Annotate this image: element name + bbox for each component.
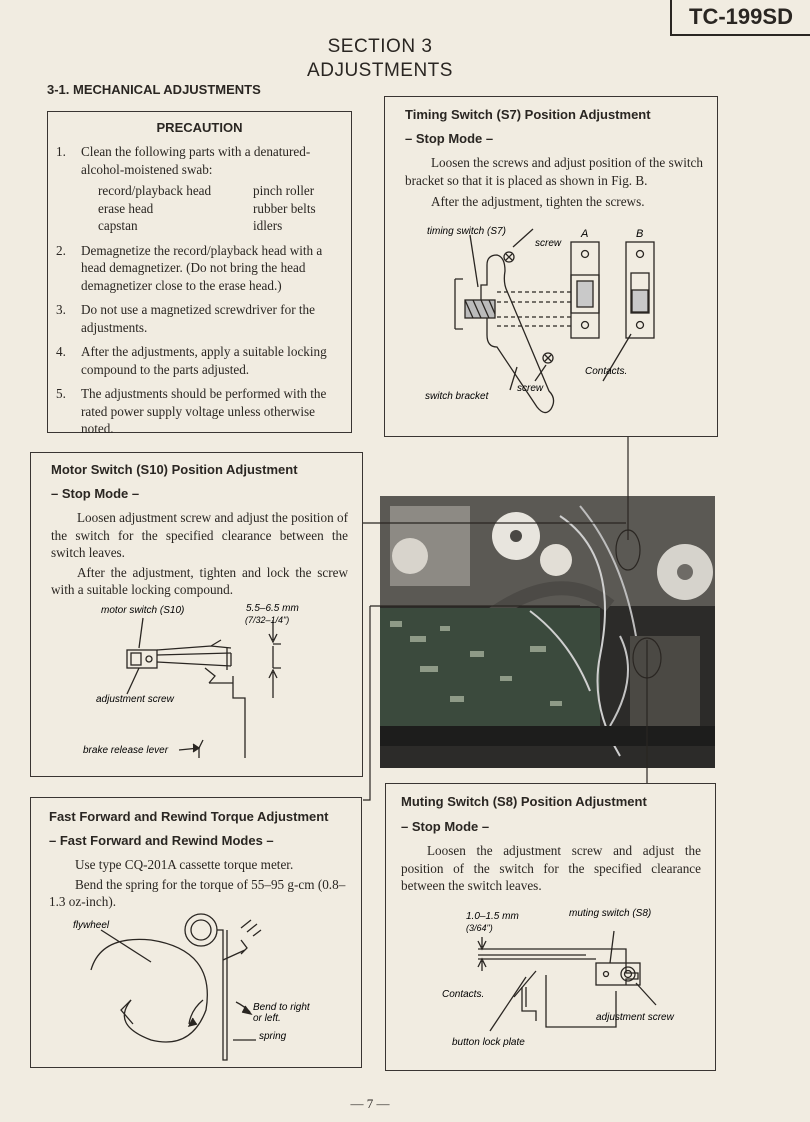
motor-title: Motor Switch (S10) Position Adjustment <box>51 462 298 477</box>
muting-contacts-label: Contacts. <box>442 989 485 1000</box>
muting-title: Muting Switch (S8) Position Adjustment <box>401 794 647 809</box>
muting-clearance-inches: (3/64") <box>466 923 493 933</box>
timing-switch-label: timing switch (S7) <box>427 226 506 237</box>
timing-mode: – Stop Mode – <box>405 131 494 146</box>
motor-clearance-inches: (7/32–1/4") <box>245 615 290 625</box>
model-number: TC-199SD <box>670 0 810 36</box>
precaution-title: PRECAUTION <box>156 120 243 135</box>
switch-bracket-label: switch bracket <box>425 391 489 402</box>
muting-diagram <box>386 901 714 1069</box>
motor-clearance-label: 5.5–6.5 mm <box>246 603 299 614</box>
screw-top-label: screw <box>535 238 562 249</box>
bend-label: Bend to right <box>253 1002 310 1013</box>
precaution-item: 3. Do not use a magnetized screwdriver for the adjustments. <box>56 302 315 335</box>
motor-switch-label: motor switch (S10) <box>101 605 185 616</box>
ff-paragraph-2: Bend the spring for the torque of 55–95 g-cm (0.8–1.3 oz-inch). <box>49 876 346 909</box>
motor-mode: – Stop Mode – <box>51 486 140 501</box>
muting-paragraph-1: Loosen the adjustment screw and adjust the position of the switch for the specified clearance between the switch leaves. <box>401 843 701 893</box>
ff-mode: – Fast Forward and Rewind Modes – <box>49 833 274 848</box>
motor-paragraph-1: Loosen adjustment screw and adjust the position of the switch for the specified clearance between the switch leaves. <box>51 510 348 560</box>
muting-clearance-label: 1.0–1.5 mm <box>466 911 519 922</box>
ff-paragraph-1: Use type CQ-201A cassette torque meter. <box>75 857 294 872</box>
adjustment-screw-label: adjustment screw <box>96 694 174 705</box>
subsection-heading: 3-1. MECHANICAL ADJUSTMENTS <box>47 82 261 97</box>
ff-title: Fast Forward and Rewind Torque Adjustment <box>49 809 329 824</box>
timing-title: Timing Switch (S7) Position Adjustment <box>405 107 651 122</box>
muting-adjustment-screw-label: adjustment screw <box>596 1012 674 1023</box>
motor-paragraph-2: After the adjustment, tighten and lock the screw with a suitable locking compound. <box>51 564 348 597</box>
precaution-item: 4. After the adjustments, apply a suitable locking compound to the parts adjusted. <box>56 344 327 377</box>
precaution-item: 1. Clean the following parts with a denatured-alcohol-moistened swab: record/playback head pinch roller erase head rubber belts capstan idlers <box>48 143 343 235</box>
contacts-label: Contacts. <box>585 366 628 377</box>
precaution-item: 5. The adjustments should be performed with the rated power supply voltage unless otherwise noted. <box>56 386 327 436</box>
section-number: SECTION 3 <box>327 36 433 57</box>
muting-switch-label: muting switch (S8) <box>569 908 652 919</box>
fig-a-label: A <box>581 228 589 240</box>
brake-release-label: brake release lever <box>83 745 169 756</box>
fig-b-label: B <box>636 228 644 240</box>
precaution-item: 2. Demagnetize the record/playback head with a head demagnetizer. (Do not bring the head demagnetizer close to the erase head.) <box>56 242 323 293</box>
timing-paragraph-2: After the adjustment, tighten the screws. <box>431 194 645 209</box>
ff-torque-box <box>30 797 362 1068</box>
page-number: — 7 — <box>350 1096 390 1111</box>
button-lock-plate-label: button lock plate <box>452 1037 525 1048</box>
muting-switch-box <box>385 783 716 1071</box>
timing-paragraph-1: Loosen the screws and adjust position of the switch bracket so that it is placed as shown in Fig. B. <box>405 155 703 188</box>
ff-diagram <box>31 910 361 1066</box>
section-title: ADJUSTMENTS <box>307 60 453 81</box>
bend-label-2: or left. <box>253 1013 281 1024</box>
parts-list: record/playback head pinch roller erase head rubber belts capstan idlers <box>98 183 316 233</box>
muting-mode: – Stop Mode – <box>401 819 490 834</box>
screw-bottom-label: screw <box>517 383 544 394</box>
spring-label: spring <box>259 1031 287 1042</box>
flywheel-label: flywheel <box>73 920 110 931</box>
